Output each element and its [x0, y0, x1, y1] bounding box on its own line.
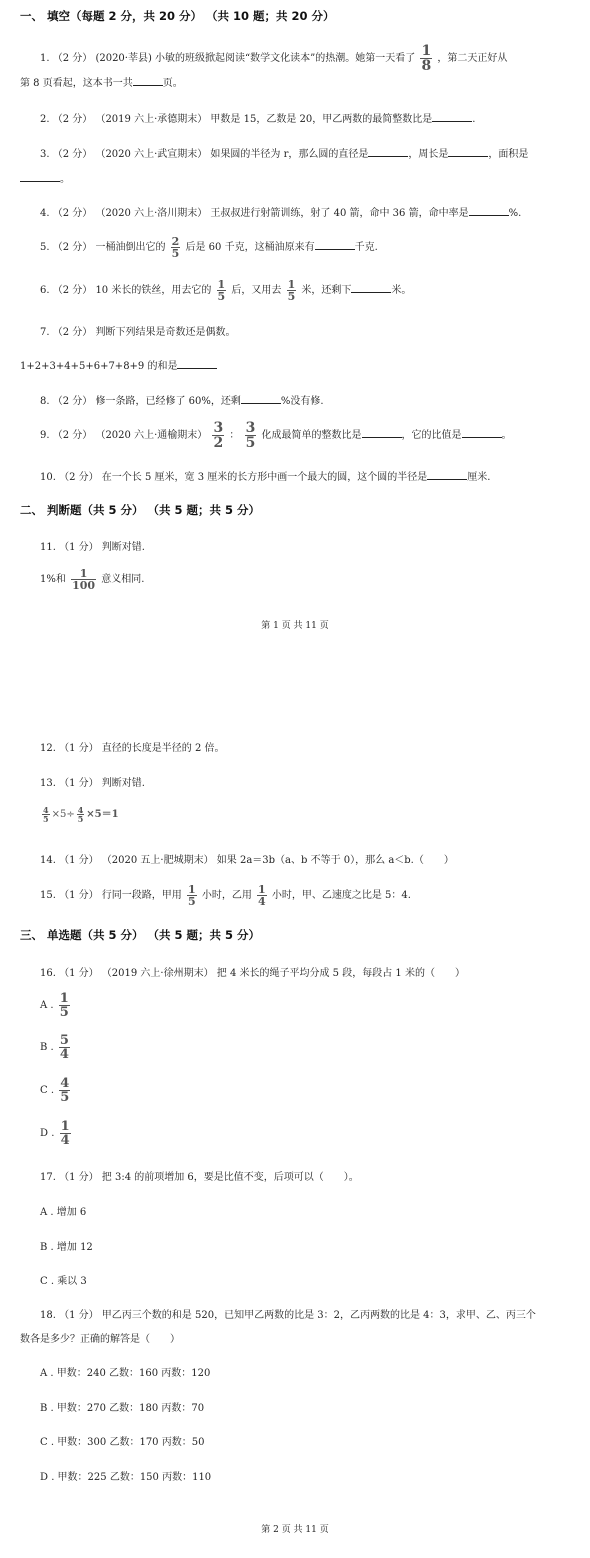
- q17-text-a: 17. （1 分） 把 3:4 的前项增加 6，要是比值不变，后项可以（ ）。: [40, 1172, 359, 1183]
- q9-text-d: 。: [501, 430, 512, 441]
- option-label: A .: [40, 1000, 54, 1011]
- q2-text-b: .: [472, 114, 476, 125]
- fraction-1-5: $\frac{1}{5}$: [188, 883, 196, 908]
- option-c[interactable]: C . 乘以 3: [40, 1276, 87, 1287]
- answer-blank[interactable]: [427, 478, 467, 480]
- fraction-4-5: $\frac{4}{5}$: [43, 805, 49, 824]
- question-13: [0, 774, 590, 789]
- q15-text-a: 15. （1 分） 行同一段路，甲用: [40, 890, 182, 901]
- question-18: [0, 1306, 590, 1321]
- page-footer: 第 1 页 共 11 页: [261, 621, 329, 631]
- fraction-1-5: $\frac{1}{5}$: [59, 991, 69, 1020]
- question-7: [0, 323, 590, 338]
- answer-blank[interactable]: [368, 155, 408, 157]
- question-18-cont: [0, 1330, 590, 1345]
- q10-text-b: 厘米.: [467, 472, 491, 483]
- answer-blank[interactable]: [469, 214, 509, 216]
- q9-text-b: 化成最简单的整数比是: [261, 430, 362, 441]
- answer-blank[interactable]: [462, 436, 502, 438]
- fraction-4-5: $\frac{4}{5}$: [60, 1076, 70, 1105]
- question-7-cont: [0, 357, 590, 372]
- question-12: [0, 739, 590, 754]
- q6-text-d: 米。: [391, 285, 412, 296]
- question-14: [0, 851, 590, 866]
- question-1: [0, 44, 590, 73]
- q5-text-b: 后是 60 千克，这桶油原来有: [185, 242, 315, 253]
- q10-text-a: 10. （2 分） 在一个长 5 厘米，宽 3 厘米的长方形中画一个最大的圆，这个圆的半径是: [40, 472, 428, 483]
- q5-text-c: 千克.: [354, 242, 378, 253]
- q1-text-d: 页。: [162, 78, 183, 89]
- option-c[interactable]: [0, 1077, 590, 1104]
- answer-blank[interactable]: [315, 248, 355, 250]
- fraction-1-4: $\frac{1}{4}$: [60, 1119, 70, 1148]
- q7-text-b: 1+2+3+4+5+6+7+8+9 的和是: [20, 361, 178, 372]
- option-label: B .: [40, 1042, 54, 1053]
- option-d[interactable]: [0, 1120, 590, 1147]
- fraction-2-5: $\frac{2}{5}$: [171, 235, 180, 260]
- q7-text-a: 7. （2 分） 判断下列结果是奇数还是偶数。: [40, 327, 236, 338]
- q11-text-a: 11. （1 分） 判断对错.: [40, 542, 145, 553]
- question-16: [0, 964, 590, 979]
- q8-text-b: %没有修.: [280, 396, 324, 407]
- fraction-1-100: $\frac{1}{100}$: [72, 567, 96, 592]
- question-8: [0, 392, 590, 407]
- q13-text-a: 13. （1 分） 判断对错.: [40, 778, 145, 789]
- fraction-3-2: $\frac{3}{2}$: [213, 420, 224, 451]
- answer-blank[interactable]: [432, 120, 472, 122]
- answer-blank[interactable]: [362, 436, 402, 438]
- q3-text-c: ，面积是: [488, 149, 529, 160]
- q6-text-b: 后，又用去: [231, 285, 282, 296]
- answer-blank[interactable]: [20, 180, 60, 182]
- answer-blank[interactable]: [177, 367, 217, 369]
- question-10: [0, 468, 590, 483]
- q8-text-a: 8. （2 分） 修一条路，已经修了 60%，还剩: [40, 396, 241, 407]
- answer-blank[interactable]: [241, 402, 281, 404]
- q9-text-a: 9. （2 分） （2020 六上·通榆期末）: [40, 430, 208, 441]
- question-1-cont: [0, 74, 590, 89]
- q6-text-c: 米，还剩下: [301, 285, 352, 296]
- question-17: [0, 1168, 590, 1183]
- q5-text-a: 5. （2 分） 一桶油倒出它的: [40, 242, 166, 253]
- option-b[interactable]: B . 增加 12: [40, 1242, 93, 1253]
- q12-text-a: 12. （1 分） 直径的长度是半径的 2 倍。: [40, 743, 225, 754]
- question-3-cont: [0, 170, 590, 185]
- section-3-heading: 三、 单选题（共 5 分） （共 5 题；共 5 分）: [20, 928, 261, 942]
- q16-text-a: 16. （1 分） （2019 六上·徐州期末） 把 4 米长的绳子平均分成 5 段，每段占 1 米的（ ）: [40, 968, 465, 979]
- fraction-5-4: $\frac{5}{4}$: [59, 1033, 69, 1062]
- q13-expression-mid: ×5÷: [51, 809, 75, 820]
- option-label: C .: [40, 1085, 55, 1096]
- question-11-cont: [0, 568, 590, 591]
- question-2: [0, 110, 590, 125]
- q15-text-b: 小时，乙用: [201, 890, 252, 901]
- q2-text-a: 2. （2 分） （2019 六上·承德期末） 甲数是 15，乙数是 20，甲乙两数的最简整数比是: [40, 114, 433, 125]
- page-footer: 第 2 页 共 11 页: [261, 1525, 329, 1535]
- fraction-1-8: $\frac{1}{8}$: [421, 43, 432, 74]
- option-d[interactable]: D . 甲数：225 乙数：150 丙数：110: [40, 1472, 212, 1483]
- question-6: [0, 279, 590, 302]
- q1-text-a: 1. （2 分） (2020·莘县) 小敏的班级掀起阅读“数学文化读本”的热潮。她第一天看了: [40, 53, 416, 64]
- answer-blank[interactable]: [133, 84, 163, 86]
- question-15: [0, 884, 590, 907]
- q4-text-b: %.: [508, 208, 522, 219]
- question-3: [0, 145, 590, 160]
- option-a[interactable]: A . 增加 6: [40, 1207, 87, 1218]
- fraction-1-5: $\frac{1}{5}$: [217, 278, 226, 303]
- question-13-expression: [0, 805, 590, 823]
- ratio-colon: ：: [229, 430, 240, 441]
- q1-text-b: ，第二天正好从: [437, 53, 508, 64]
- section-2-heading: 二、 判断题（共 5 分） （共 5 题；共 5 分）: [20, 503, 261, 517]
- q11-text-b: 1%和: [40, 574, 66, 585]
- answer-blank[interactable]: [448, 155, 488, 157]
- fraction-3-5: $\frac{3}{5}$: [245, 420, 256, 451]
- q1-text-c: 第 8 页看起，这本书一共: [20, 78, 133, 89]
- question-9: [0, 421, 590, 450]
- q9-text-c: ，它的比值是: [401, 430, 462, 441]
- option-label: D .: [40, 1128, 55, 1139]
- option-a[interactable]: A . 甲数：240 乙数：160 丙数：120: [40, 1368, 211, 1379]
- answer-blank[interactable]: [351, 291, 391, 293]
- option-b[interactable]: [0, 1034, 590, 1061]
- q3-text-b: ，周长是: [408, 149, 449, 160]
- option-a[interactable]: [0, 992, 590, 1019]
- question-4: [0, 204, 590, 219]
- q6-text-a: 6. （2 分） 10 米长的铁丝，用去它的: [40, 285, 212, 296]
- question-5: [0, 236, 590, 259]
- q4-text-a: 4. （2 分） （2020 六上·洛川期末） 王叔叔进行射箭训练，射了 40 箭，命中 36 箭，命中率是: [40, 208, 469, 219]
- q13-expression-end: ×5＝1: [86, 809, 119, 820]
- q11-text-c: 意义相同.: [101, 574, 145, 585]
- q18-text-b: 数各是多少？正确的解答是（ ）: [20, 1334, 180, 1345]
- section-1-heading: 一、 填空（每题 2 分，共 20 分） （共 10 题；共 20 分）: [20, 9, 335, 23]
- option-c[interactable]: C . 甲数：300 乙数：170 丙数：50: [40, 1437, 205, 1448]
- fraction-1-5: $\frac{1}{5}$: [287, 278, 296, 303]
- question-11: [0, 538, 590, 553]
- option-b[interactable]: B . 甲数：270 乙数：180 丙数：70: [40, 1403, 205, 1414]
- q18-text-a: 18. （1 分） 甲乙丙三个数的和是 520，已知甲乙两数的比是 3：2，乙丙两数的比是 4：3，求甲、乙、丙三个: [40, 1310, 536, 1321]
- q15-text-c: 小时，甲、乙速度之比是 5：4.: [271, 890, 411, 901]
- q14-text-a: 14. （1 分） （2020 五上·肥城期末） 如果 2a＝3b（a、b 不等于 0），那么 a＜b.（ ）: [40, 855, 454, 866]
- fraction-4-5: $\frac{4}{5}$: [77, 805, 84, 824]
- fraction-1-4: $\frac{1}{4}$: [258, 883, 266, 908]
- q3-text-a: 3. （2 分） （2020 六上·武宣期末） 如果圆的半径为 r，那么圆的直径是: [40, 149, 369, 160]
- q3-text-d: 。: [60, 174, 70, 185]
